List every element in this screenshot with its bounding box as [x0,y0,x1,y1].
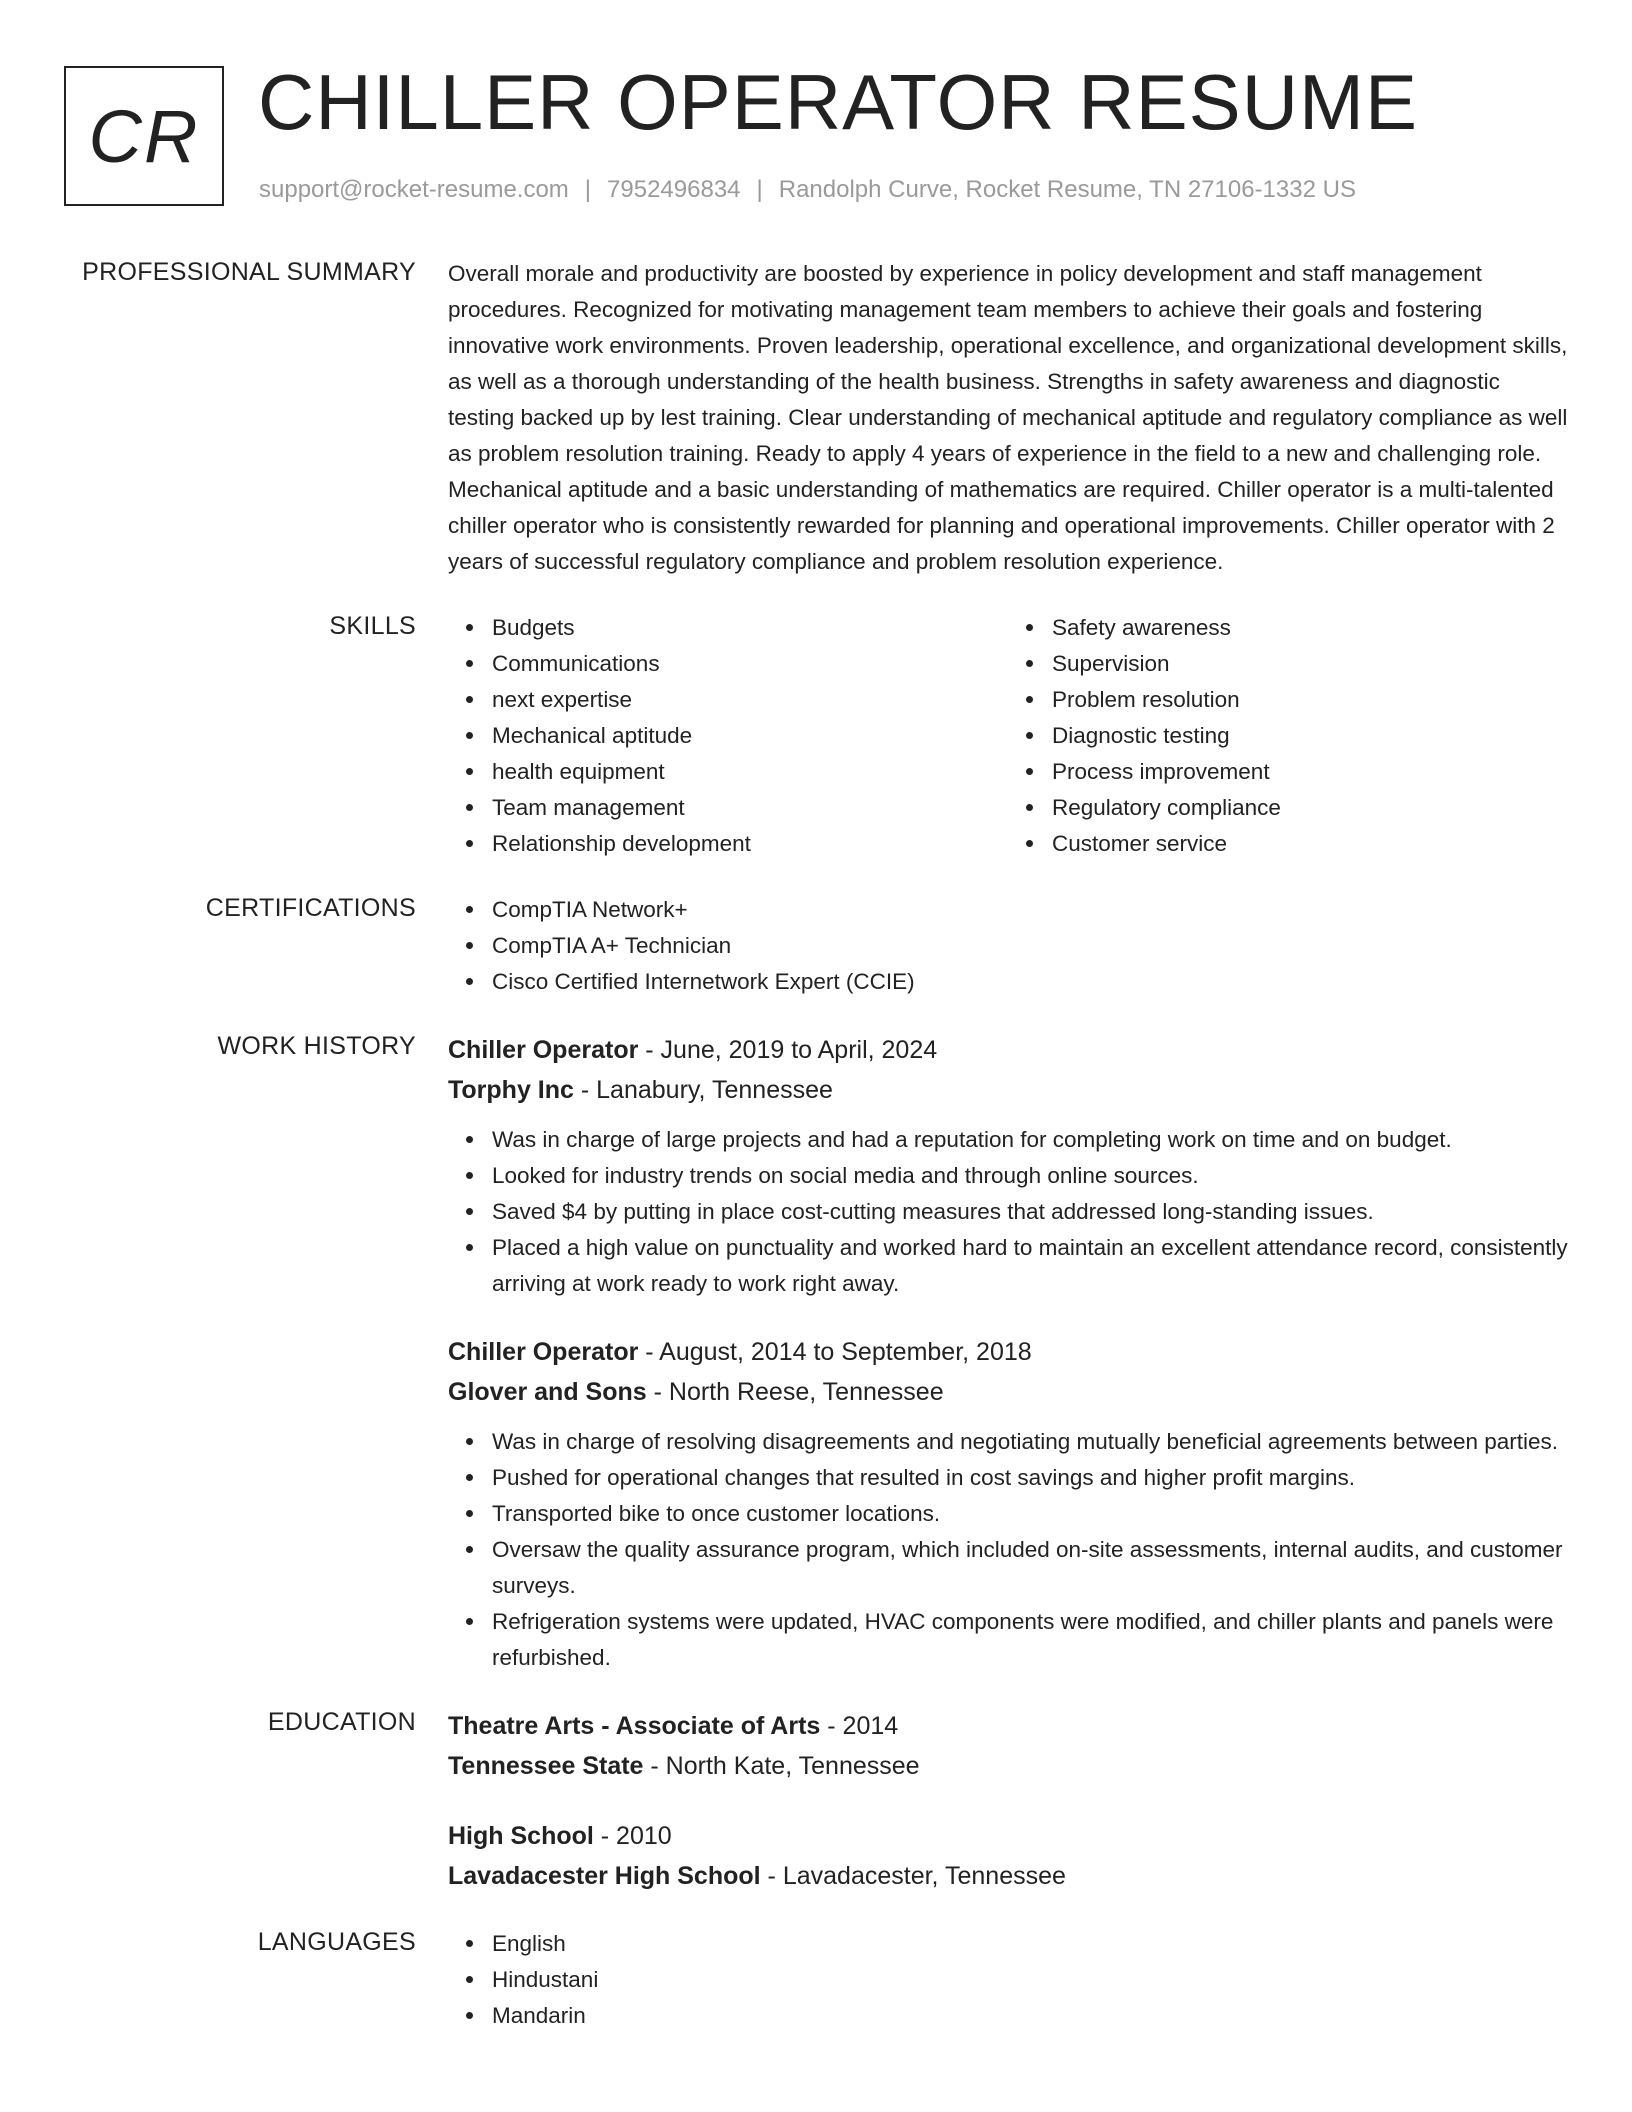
skill-item: Relationship development [492,826,1008,862]
job-duty: Pushed for operational changes that resulted in cost savings and higher profit margins. [492,1460,1568,1496]
job-company: Torphy Inc [448,1076,574,1104]
contact-email: support@rocket-resume.com [259,176,569,203]
skill-item: Budgets [492,610,1008,646]
section-label-languages: LANGUAGES [257,1928,416,1956]
contact-phone: 7952496834 [607,176,741,203]
section-label-work-history: WORK HISTORY [217,1032,416,1060]
section-label-education: EDUCATION [267,1708,416,1736]
education-body [448,1706,1568,1896]
language-item: Hindustani [492,1962,1568,1998]
education-degree-line [448,1816,1568,1856]
contact-line [259,176,1356,204]
job-dates: - June, 2019 to April, 2024 [638,1036,938,1064]
summary-text: Overall morale and productivity are boosted by experience in policy development and staff management procedures. Recognized for motivating management team members to achieve their goals and fostering innovative work environments. Proven leadership, operational excellence, and organizational development skills, as well as a thorough understanding of the health business. Strengths in safety awareness and diagnostic testing backed up by lest training. Clear understanding of mechanical aptitude and regulatory compliance as well as problem resolution training. Ready to apply 4 years of experience in the field to a new and challenging role. Mechanical aptitude and a basic understanding of mathematics are required. Chiller operator is a multi-talented chiller operator who is consistently rewarded for planning and operational improvements. Chiller operator with 2 years of successful regulatory compliance and problem resolution experience. [448,261,1568,574]
resume-sections [0,256,1632,2064]
skill-item: Diagnostic testing [1052,718,1568,754]
job-title-line [448,1332,1568,1372]
education-degree: High School [448,1822,594,1850]
skills-body [448,610,1568,862]
job-duty: Oversaw the quality assurance program, which included on-site assessments, internal audits, and customer surveys. [492,1532,1568,1604]
education-school: Tennessee State [448,1752,644,1780]
education-school: Lavadacester High School [448,1862,761,1890]
job-entry [448,1332,1568,1676]
job-title: Chiller Operator [448,1338,639,1366]
job-duty: Placed a high value on punctuality and worked hard to maintain an excellent attendance record, consistently arriving at work ready to work right away. [492,1230,1568,1302]
education-location: - Lavadacester, Tennessee [760,1862,1066,1890]
skill-item: Regulatory compliance [1052,790,1568,826]
job-company: Glover and Sons [448,1378,647,1406]
education-school-line [448,1856,1568,1896]
job-location: - Lanabury, Tennessee [573,1076,833,1104]
skill-item: Safety awareness [1052,610,1568,646]
job-title: Chiller Operator [448,1036,639,1064]
languages-body [448,1926,1568,2034]
education-entry [448,1706,1568,1786]
monogram-box [64,66,224,206]
languages-list [448,1926,1568,2034]
job-company-line [448,1372,1568,1412]
skills-list-left [448,610,1008,862]
skill-item: Problem resolution [1052,682,1568,718]
skill-item: Process improvement [1052,754,1568,790]
job-duty: Transported bike to once customer locations. [492,1496,1568,1532]
education-entry [448,1816,1568,1896]
job-duty: Was in charge of large projects and had a reputation for completing work on time and on budget. [492,1122,1568,1158]
education-school-line [448,1746,1568,1786]
skill-item: Mechanical aptitude [492,718,1008,754]
certifications-section [0,892,1632,1000]
monogram-initials: CR [88,94,200,178]
job-duty: Saved $4 by putting in place cost-cutting measures that addressed long-standing issues. [492,1194,1568,1230]
skill-item: health equipment [492,754,1008,790]
skill-item: next expertise [492,682,1008,718]
education-degree: Theatre Arts - Associate of Arts [448,1712,821,1740]
certifications-body [448,892,1568,1000]
job-duties-list [448,1122,1568,1302]
skill-item: Communications [492,646,1008,682]
language-item: English [492,1926,1568,1962]
skill-item: Supervision [1052,646,1568,682]
education-degree-line [448,1706,1568,1746]
certifications-list [448,892,1568,1000]
job-duties-list [448,1424,1568,1676]
language-item: Mandarin [492,1998,1568,2034]
contact-separator: | [584,176,592,203]
job-location: - North Reese, Tennessee [646,1378,944,1406]
skill-item: Team management [492,790,1008,826]
certification-item: Cisco Certified Internetwork Expert (CCIE) [492,964,1568,1000]
contact-address: Randolph Curve, Rocket Resume, TN 27106-1332 US [778,176,1356,203]
contact-separator: | [756,176,763,203]
job-dates: - August, 2014 to September, 2018 [638,1338,1032,1366]
education-year: - 2010 [593,1822,672,1850]
education-section [0,1706,1632,1896]
job-duty: Was in charge of resolving disagreements and negotiating mutually beneficial agreements between parties. [492,1424,1568,1460]
work-history-body [448,1030,1568,1676]
summary-section [0,256,1632,580]
languages-section [0,1926,1632,2034]
education-location: - North Kate, Tennessee [643,1752,920,1780]
job-entry [448,1030,1568,1302]
resume-title: CHILLER OPERATOR RESUME [258,58,1419,146]
section-label-certifications: CERTIFICATIONS [205,894,416,922]
job-duty: Looked for industry trends on social media and through online sources. [492,1158,1568,1194]
job-title-line [448,1030,1568,1070]
skills-list-right [1008,610,1568,862]
skill-item: Customer service [1052,826,1568,862]
section-label-summary: PROFESSIONAL SUMMARY [82,258,416,286]
job-company-line [448,1070,1568,1110]
section-label-skills: SKILLS [329,612,416,640]
skills-section [0,610,1632,862]
summary-body [448,256,1568,580]
work-history-section [0,1030,1632,1676]
certification-item: CompTIA A+ Technician [492,928,1568,964]
job-duty: Refrigeration systems were updated, HVAC components were modified, and chiller plants and panels were refurbished. [492,1604,1568,1676]
certification-item: CompTIA Network+ [492,892,1568,928]
education-year: - 2014 [820,1712,899,1740]
